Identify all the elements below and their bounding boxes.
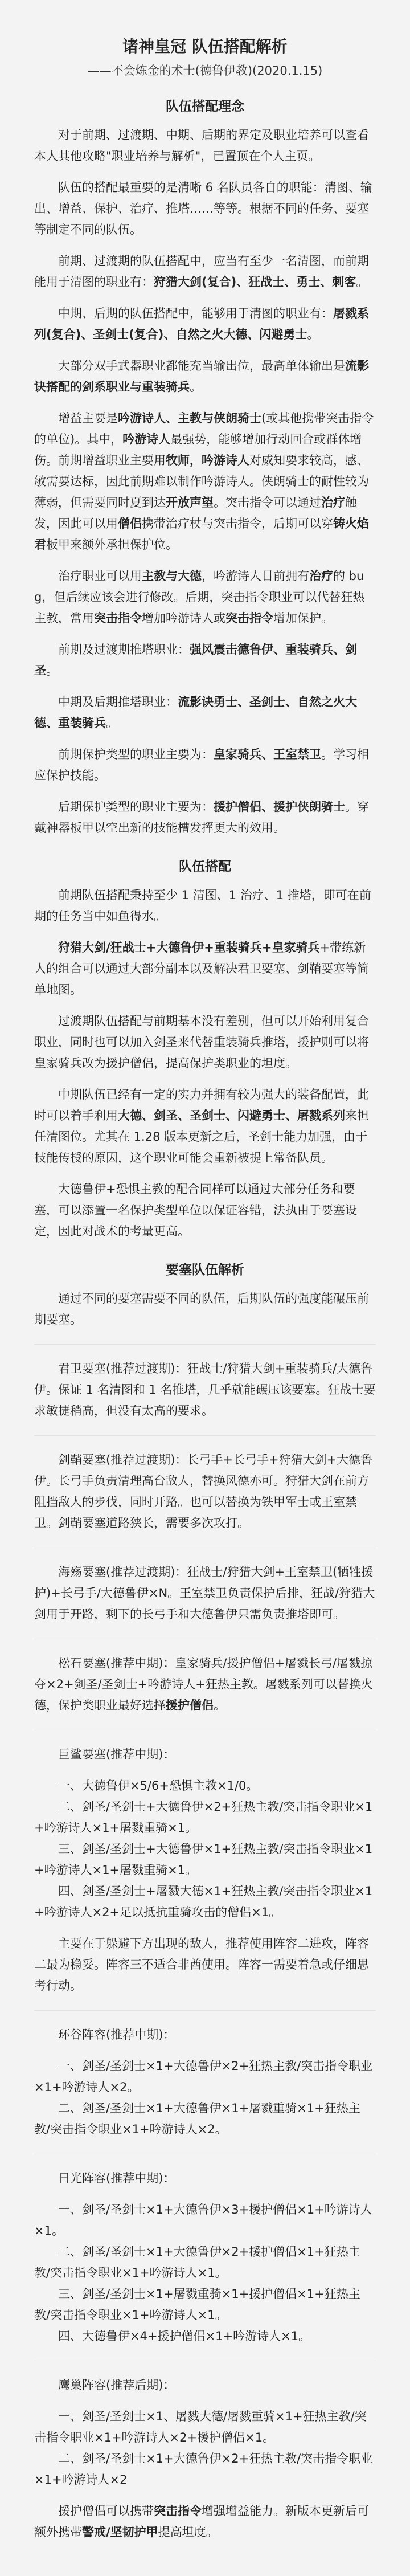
paragraph: 大德鲁伊+恐惧主教的配合同样可以通过大部分任务和要塞，可以添置一名保护类型单位以保证容错，法执由于要塞设定，因此对战术的考量更高。	[34, 1182, 357, 1238]
subsection-heading: 巨鲨要塞(推荐中期)：	[58, 1748, 175, 1761]
paragraph: 中期及后期推塔职业：流影诀勇士、圣剑士、自然之火大德、重装骑兵。	[34, 695, 357, 730]
divider	[34, 1344, 376, 1345]
section-heading-concept: 队伍搭配理念	[166, 99, 244, 114]
paragraph: 中期队伍已经有一定的实力并拥有较为强大的装备配置，此时可以着手利用大德、剑圣、圣剑士、闪避勇士、屠戮系列来担任清图位。尤其在 1.28 版本更新之后，圣剑士能力加强，由于技能传授的原因，这个职业可能会重新被提上常备队员。	[34, 1088, 369, 1165]
paragraph: 中期、后期的队伍搭配中，能够用于清图的职业有：屠戮系列(复合)、圣剑士(复合)、自然之火大德、闪避勇士。	[34, 307, 369, 341]
paragraph: 前期队伍搭配秉持至少 1 清图、1 治疗、1 推塔，即可在前期的任务当中如鱼得水。	[34, 888, 371, 923]
list-item: 一、剑圣/圣剑士×1+大德鲁伊×2+狂热主教/突击指令职业×1+吟游诗人×2。	[34, 2059, 373, 2094]
paragraph: 狩猎大剑/狂战士+大德鲁伊+重装骑兵+皇家骑兵+带练新人的组合可以通过大部分副本以及解决君卫要塞、剑鞘要塞等简单地图。	[34, 941, 369, 997]
list-item: 三、剑圣/圣剑士×1+屠戮重骑×1+援护僧侣×1+狂热主教/突击指令职业×1+吟游诗人×1。	[34, 2287, 360, 2322]
paragraph: 松石要塞(推荐中期)：皇家骑兵/援护僧侣+屠戮长弓/屠戮掠夺×2+剑圣/圣剑士+吟游诗人+狂热主教。屠戮系列可以替换火德，保护类职业最好选择援护僧侣。	[34, 1656, 373, 1712]
paragraph: 大部分双手武器职业都能充当输出位，最高单体输出是流影诀搭配的剑系职业与重装骑兵。	[34, 359, 369, 394]
paragraph: 过渡期队伍搭配与前期基本没有差别，但可以开始利用复合职业，同时也可以加入剑圣来代替重装骑兵推塔，援护则可以将皇家骑兵改为援护僧侣，提高保护类职业的坦度。	[34, 1014, 369, 1070]
divider	[34, 1435, 376, 1436]
subsection-heading: 日光阵容(推荐中期)：	[58, 2171, 175, 2185]
lineup-list	[34, 2406, 376, 2491]
subsection-heading: 环谷阵容(推荐中期)：	[58, 2028, 175, 2042]
paragraph: 增益主要是吟游诗人、主教与侠朗骑士(或其他携带突击指令的单位)。其中，吟游诗人最强势，能够增加行动回合或群体增伤。前期增益职业主要用牧师，吟游诗人对威知要求较高，感、敏需要达标，因此前期难以制作吟游诗人。侠朗骑士的耐性较为薄弱，但需要同时夏到达开放声望。突击指令可以通过治疗触发，因此可以用僧侣携带治疗杖与突击指令，后期可以穿铸火焰君板甲来额外承担保护位。	[34, 411, 374, 552]
lineup-list	[34, 2199, 376, 2347]
lineup-list	[34, 2056, 376, 2140]
list-item: 二、剑圣/圣剑士×1+大德鲁伊×2+狂热主教/突击指令职业×1+吟游诗人×2	[34, 2452, 373, 2487]
paragraph: 后期保护类型的职业主要为：援护僧侣、援护侠朗骑士。穿戴神器板甲以空出新的技能槽发挥更大的效用。	[34, 800, 369, 835]
list-item: 二、剑圣/圣剑士+大德鲁伊×2+狂热主教/突击指令职业×1+吟游诗人×1+屠戮重骑×1。	[34, 1800, 373, 1835]
list-item: 一、剑圣/圣剑士×1、屠戮大德/屠戮重骑×1+狂热主教/突击指令职业×1+吟游诗人×2+援护僧侣×1。	[34, 2410, 367, 2444]
divider	[34, 2010, 376, 2011]
paragraph: 治疗职业可以用主教与大德，吟游诗人目前拥有治疗的 bug，但后续应该会进行修改。后期，突击指令职业可以代替狂热主教，常用突击指令增加吟游诗人或突击指令增加保护。	[34, 569, 365, 625]
paragraph: 援护僧侣可以携带突击指令增强增益能力。新版本更新后可额外携带警戒/坚韧护甲提高坦度。	[34, 2504, 369, 2539]
lineup-list	[34, 1775, 376, 1923]
paragraph: 君卫要塞(推荐过渡期)：狂战士/狩猎大剑+重装骑兵/大德鲁伊。保证 1 名清图和 1 名推塔，几乎就能碾压该要塞。狂战士要求敏捷稍高，但没有太高的要求。	[34, 1362, 376, 1418]
section-heading-team: 队伍搭配	[179, 859, 231, 874]
paragraph: 主要在于躲避下方出现的敌人，推荐使用阵容二进攻，阵容二最为稳妥。阵容三不适合非酋使用。阵容一需要着急或仔细思考行动。	[34, 1937, 369, 1993]
subsection-heading: 鹰巢阵容(推荐后期)：	[58, 2378, 175, 2392]
list-item: 一、剑圣/圣剑士×1+大德鲁伊×3+援护僧侣×1+吟游诗人×1。	[34, 2203, 372, 2238]
paragraph: 前期、过渡期的队伍搭配中，应当有至少一名清图，而前期能用于清图的职业有：狩猎大剑(复合)、狂战士、勇士、刺客。	[34, 254, 369, 289]
list-item: 一、大德鲁伊×5/6+恐惧主教×1/0。	[58, 1779, 259, 1793]
paragraph: 对于前期、过渡期、中期、后期的界定及职业培养可以查看本人其他攻略"职业培养与解析"，已置顶在个人主页。	[34, 128, 369, 163]
list-item: 四、大德鲁伊×4+援护僧侣×1+吟游诗人×1。	[58, 2329, 311, 2343]
paragraph: 剑鞘要塞(推荐过渡期)：长弓手+长弓手+狩猎大剑+大德鲁伊。长弓手负责清理高台敌人，替换风德亦可。狩猎大剑在前方阻挡敌人的步伐，同时开路。也可以替换为铁甲军士或王室禁卫。剑鞘要塞道路狭长，需要多次攻打。	[34, 1453, 373, 1530]
list-item: 二、剑圣/圣剑士×1+大德鲁伊×1+屠戮重骑×1+狂热主教/突击指令职业×1+吟游诗人×2。	[34, 2101, 360, 2136]
list-item: 二、剑圣/圣剑士×1+大德鲁伊×2+援护僧侣×1+狂热主教/突击指令职业×1+吟游诗人×1。	[34, 2245, 360, 2280]
list-item: 四、剑圣/圣剑士+屠戮大德×1+狂热主教/突击指令职业×1+吟游诗人×2+足以抵抗重骑攻击的僧侣×1。	[34, 1884, 373, 1919]
list-item: 三、剑圣/圣剑士+大德鲁伊×1+狂热主教/突击指令职业×1+吟游诗人×1+屠戮重骑×1。	[34, 1842, 373, 1877]
page-title: 诸神皇冠 队伍搭配解析	[122, 37, 288, 56]
section-heading-fortress: 要塞队伍解析	[166, 1263, 244, 1277]
author-line: ——不会炼金的术士(德鲁伊教)(2020.1.15)	[87, 64, 323, 77]
paragraph: 队伍的搭配最重要的是清晰 6 名队员各自的职能：清图、输出、增益、保护、治疗、推塔……等等。根据不同的任务、要塞等制定不同的队伍。	[34, 181, 372, 236]
paragraph: 前期保护类型的职业主要为：皇家骑兵、王室禁卫。学习相应保护技能。	[34, 748, 369, 782]
paragraph: 前期及过渡期推塔职业：强风震击德鲁伊、重装骑兵、剑圣。	[34, 643, 357, 677]
paragraph: 通过不同的要塞需要不同的队伍，后期队伍的强度能碾压前期要塞。	[34, 1292, 369, 1326]
paragraph: 海殇要塞(推荐过渡期)：狂战士/狩猎大剑+王室禁卫(牺牲援护)+长弓手/大德鲁伊×N。王室禁卫负责保护后排，狂战/狩猎大剑用于开路，剩下的长弓手和大德鲁伊只需负责推塔即可。	[34, 1565, 375, 1621]
